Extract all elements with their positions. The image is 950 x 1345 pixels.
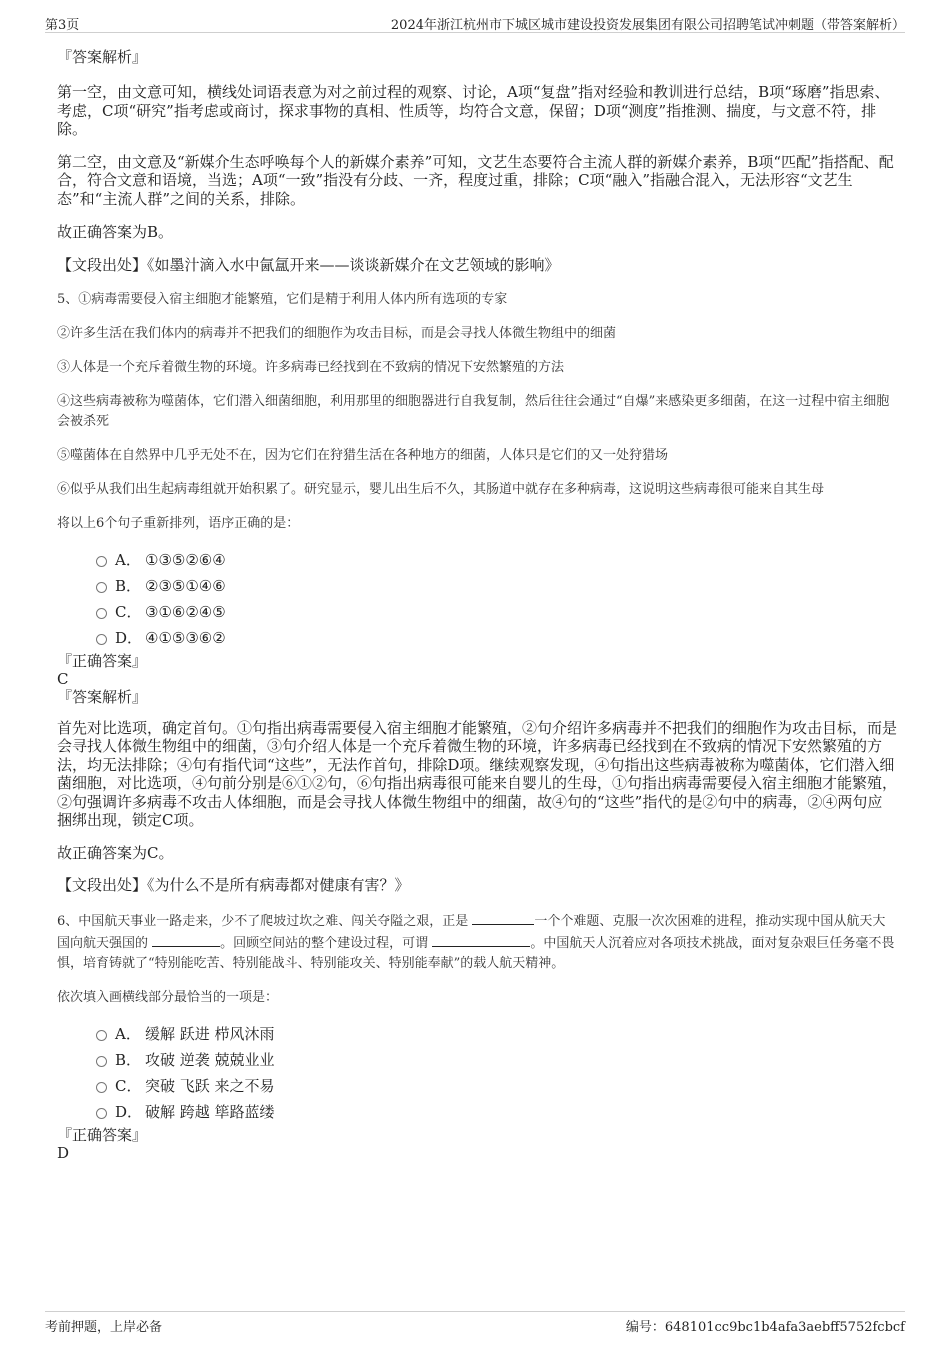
stem-part-3: 。回顾空间站的整个建设过程，可谓	[220, 936, 429, 951]
radio-icon[interactable]	[96, 582, 107, 593]
option-text: 缓解 跃进 栉风沐雨	[145, 1025, 275, 1043]
question-6-stem	[57, 910, 897, 974]
radio-icon[interactable]	[96, 1030, 107, 1041]
option-letter: C．	[115, 1077, 142, 1095]
blank-2	[152, 932, 220, 947]
analysis-label: 『答案解析』	[57, 48, 148, 66]
page-number: 第3页	[45, 18, 80, 33]
correct-answer-value: D	[57, 1144, 70, 1162]
question-6-prompt: 依次填入画横线部分最恰当的一项是：	[57, 990, 279, 1005]
question-6-option-b[interactable]	[94, 1048, 897, 1072]
option-text: 攻破 逆袭 兢兢业业	[145, 1051, 275, 1069]
radio-icon[interactable]	[96, 634, 107, 645]
analysis-paragraph-1: 第一空，由文意可知，横线处词语表意为对之前过程的观察、讨论，A项“复盘”指对经验和教训进行总结，B项“琢磨”指思索、考虑，C项“研究”指考虑或商讨，探求事物的真相、性质等，均符合文意，保留；D项“测度”指推测、揣度，与文意不符，排除。	[57, 83, 890, 138]
question-5-option-c[interactable]	[94, 600, 897, 624]
option-letter: B．	[115, 1051, 142, 1069]
radio-icon[interactable]	[96, 1108, 107, 1119]
option-text: ①③⑤②⑥④	[145, 550, 226, 569]
option-letter: C．	[115, 602, 142, 621]
option-letter: B．	[115, 576, 142, 595]
option-text: 破解 跨越 筚路蓝缕	[145, 1103, 275, 1121]
page-footer	[45, 1311, 905, 1336]
question-5-sentence-5: ⑤噬菌体在自然界中几乎无处不在，因为它们在狩猎生活在各种地方的细菌，人体只是它们的又一处狩猎场	[57, 447, 669, 463]
question-6-option-d[interactable]	[94, 1100, 897, 1124]
radio-icon[interactable]	[96, 556, 107, 567]
option-letter: D．	[115, 1103, 143, 1121]
stem-part-2: 一个个难题、克服一次次困难的进程，推动实现中国从航天大国向航天强国的	[57, 914, 886, 951]
question-6-option-c[interactable]	[94, 1074, 897, 1098]
correct-answer-value: C	[57, 669, 69, 688]
question-5-source: 【文段出处】《为什么不是所有病毒都对健康有害？》	[57, 876, 410, 894]
question-6-option-a[interactable]	[94, 1022, 897, 1046]
question-5-option-a[interactable]	[94, 548, 897, 572]
page-header	[45, 10, 905, 33]
question-6-options	[57, 1022, 897, 1124]
analysis-paragraph-2: 第二空，由文意及“新媒介生态呼唤每个人的新媒介素养”可知，文艺生态要符合主流人群的新媒介素养，B项“匹配”指搭配、配合，符合文意和语境，当选；A项“一致”指没有分歧、一齐，程度过重，排除；C项“融入”指融合混入，无法形容“文艺生态”和“主流人群”之间的关系，排除。	[57, 152, 894, 208]
option-text: ③①⑥②④⑤	[145, 602, 226, 621]
question-5-sentence-4: ④这些病毒被称为噬菌体，它们潜入细菌细胞，利用那里的细胞器进行自我复制，然后往往会通过“自爆”来感染更多细菌，在这一过程中宿主细胞会被杀死	[57, 393, 890, 429]
document-content	[57, 44, 897, 1162]
question-5-sentence-3: ③人体是一个充斥着微生物的环境。许多病毒已经找到在不致病的情况下安然繁殖的方法	[57, 359, 565, 375]
document-id: 编号：648101cc9bc1b4afa3aebff5752fcbcf	[625, 1320, 905, 1335]
correct-answer-label: 『正确答案』	[57, 1126, 148, 1144]
option-text: ②③⑤①④⑥	[145, 576, 226, 595]
question-5-analysis: 首先对比选项，确定首句。①句指出病毒需要侵入宿主细胞才能繁殖，②句介绍许多病毒并不把我们的细胞作为攻击目标，而是会寻找人体微生物组中的细菌，③句介绍人体是一个充斥着微生物的环境，许多病毒已经找到在不致病的情况下安然繁殖的方法，均无法排除；④句有指代词“这些”，无法作首句，排除D项。继续观察发现，④句指出这些病毒被称为噬菌体，它们潜入细菌细胞，对比选项，④句前分别是⑥①②句，⑥句指出病毒很可能来自婴儿的生母，①句指出病毒需要侵入宿主细胞才能繁殖，②句强调许多病毒不攻击人体细胞，而是会寻找人体微生物组中的细菌，故④句的“这些”指代的是②句中的病毒，②④两句应捆绑出现，锁定C项。	[57, 718, 898, 829]
option-letter: D．	[115, 628, 143, 647]
question-5-sentence-6: ⑥似乎从我们出生起病毒组就开始积累了。研究显示，婴儿出生后不久，其肠道中就存在多种病毒，这说明这些病毒很可能来自其生母	[57, 481, 825, 497]
stem-part-4: 。中国航天人沉着应对各项技术挑战，面对复杂艰巨任务毫不畏惧，培育铸就了“特别能吃苦、特别能战斗、特别能攻关、特别能奉献”的载人航天精神。	[57, 936, 895, 971]
radio-icon[interactable]	[96, 1082, 107, 1093]
correct-answer-label: 『正确答案』	[57, 651, 148, 670]
blank-3	[432, 932, 530, 947]
question-5-sentence-2: ②许多生活在我们体内的病毒并不把我们的细胞作为攻击目标，而是会寻找人体微生物组中的细菌	[57, 325, 617, 341]
option-letter: A．	[115, 1025, 141, 1043]
radio-icon[interactable]	[96, 608, 107, 619]
footer-slogan: 考前押题，上岸必备	[45, 1320, 163, 1335]
stem-part-1: 6、中国航天事业一路走来，少不了爬坡过坎之难、闯关夺隘之艰，正是	[57, 914, 469, 929]
question-5-prompt: 将以上6个句子重新排列，语序正确的是：	[57, 515, 300, 531]
question-5-option-d[interactable]	[94, 626, 897, 650]
question-5-stem: 5、①病毒需要侵入宿主细胞才能繁殖，它们是精于利用人体内所有选项的专家	[57, 291, 508, 307]
option-text: 突破 飞跃 来之不易	[145, 1077, 275, 1095]
option-text: ④①⑤③⑥②	[145, 628, 226, 647]
question-5-conclusion: 故正确答案为C。	[57, 843, 174, 862]
radio-icon[interactable]	[96, 1056, 107, 1067]
analysis-conclusion: 故正确答案为B。	[57, 223, 174, 241]
question-5-options	[57, 548, 897, 650]
source-citation: 【文段出处】《如墨汁滴入水中氤氲开来——谈谈新媒介在文艺领域的影响》	[57, 255, 560, 274]
option-letter: A．	[115, 550, 141, 569]
question-5-option-b[interactable]	[94, 574, 897, 598]
document-title: 2024年浙江杭州市下城区城市建设投资发展集团有限公司招聘笔试冲刺题（带答案解析）	[390, 18, 905, 33]
analysis-label: 『答案解析』	[57, 687, 148, 706]
blank-1	[472, 910, 534, 925]
